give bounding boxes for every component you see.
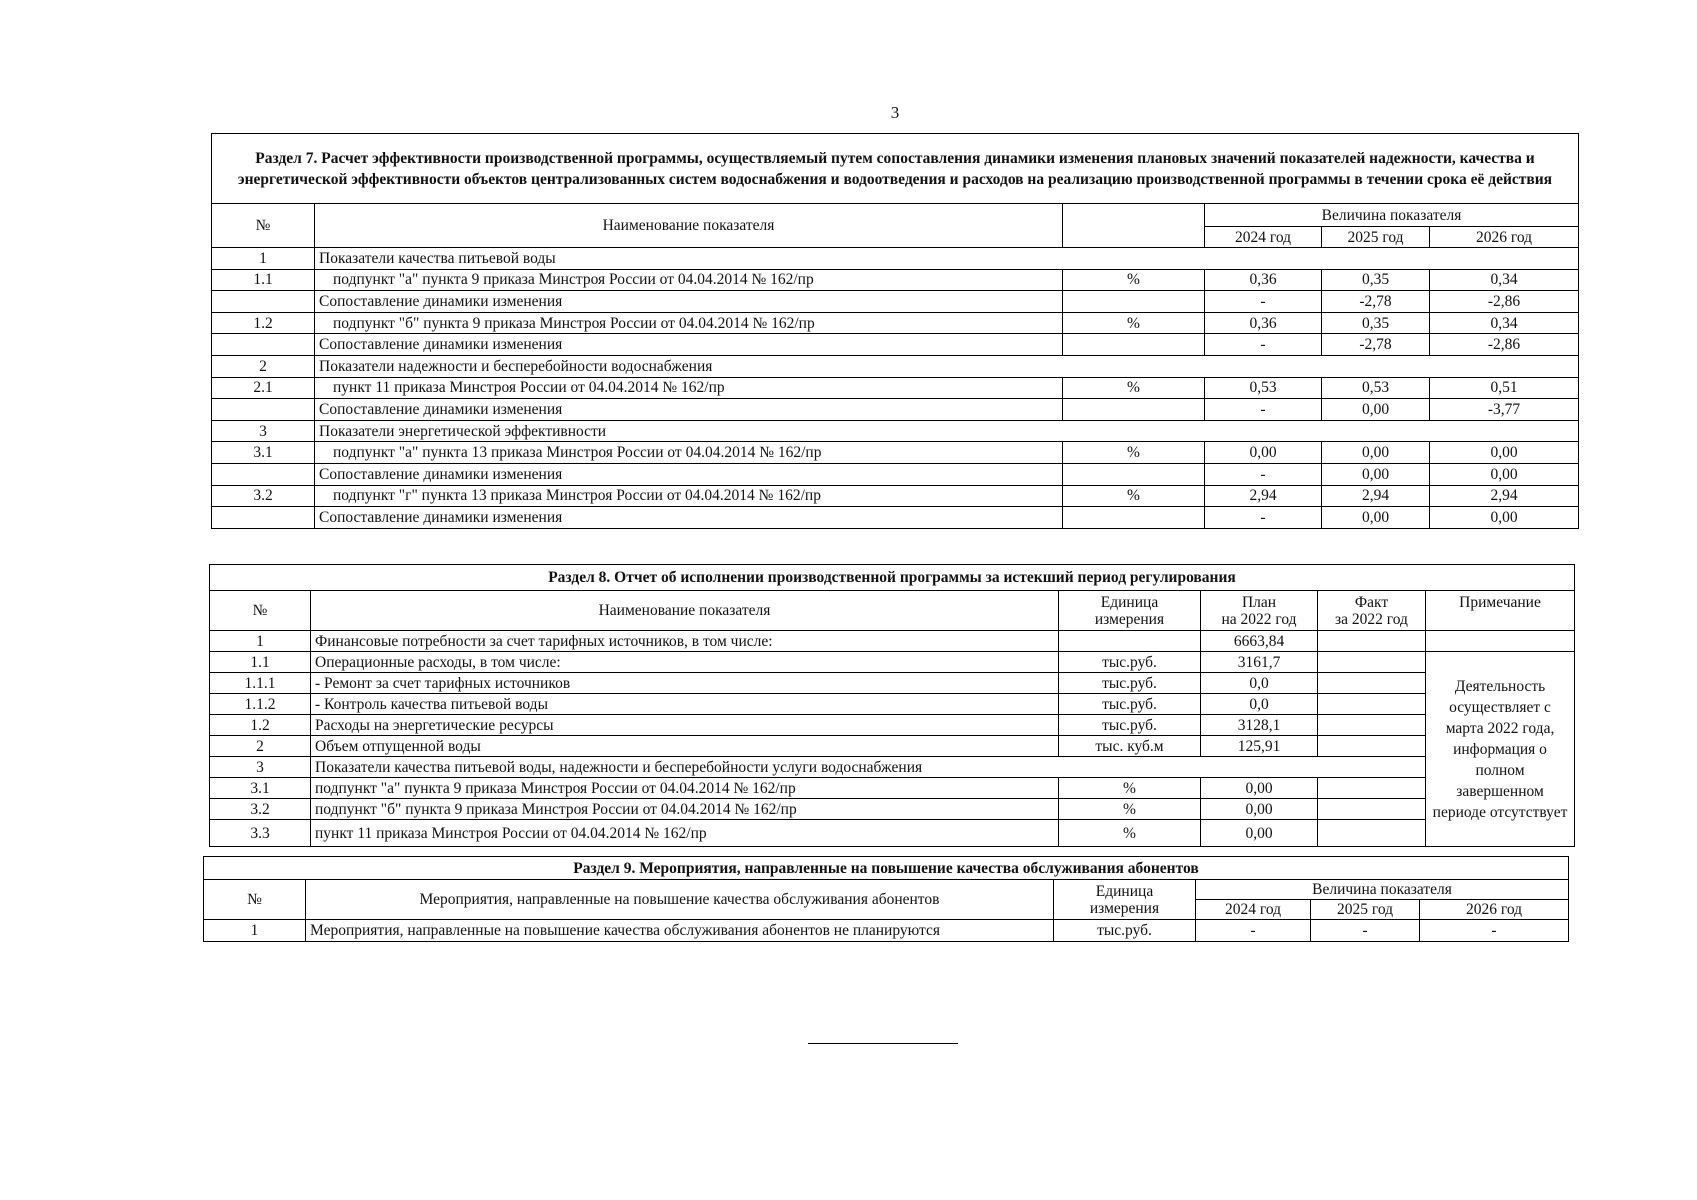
- row-num: 1.1: [210, 652, 311, 673]
- group-name: Показатели энергетической эффективности: [315, 420, 1579, 442]
- group-name: Показатели надежности и бесперебойности водоснабжения: [315, 355, 1579, 377]
- value-2024: -: [1205, 463, 1322, 485]
- indicator-name: пункт 11 приказа Минстроя России от 04.04.2014 № 162/пр: [315, 377, 1063, 399]
- indicator-name: подпункт "б" пункта 9 приказа Минстроя России от 04.04.2014 № 162/пр: [311, 799, 1059, 820]
- row-num: [212, 399, 315, 421]
- row-num: 1.1.2: [210, 694, 311, 715]
- group-name: Показатели качества питьевой воды: [315, 248, 1579, 270]
- unit-cell: [1063, 334, 1205, 356]
- value-2025: 2,94: [1322, 485, 1430, 507]
- header-year-2025: 2025 год: [1311, 900, 1420, 920]
- header-fact-line2: за 2022 год: [1335, 610, 1408, 628]
- value-2026: 0,00: [1430, 507, 1579, 529]
- header-value-group: Величина показателя: [1196, 880, 1569, 900]
- plan-value: 3161,7: [1201, 652, 1318, 673]
- note-text: Деятельность осуществляет с марта 2022 года, информация о полном завершенном периоде отсутствует: [1426, 652, 1575, 847]
- table-row: [210, 652, 1575, 673]
- value-2025: 0,35: [1322, 269, 1430, 291]
- row-num: 3: [210, 757, 311, 778]
- value-2024: 0,00: [1205, 442, 1322, 464]
- header-year-2026: 2026 год: [1430, 227, 1579, 248]
- indicator-name: Операционные расходы, в том числе:: [311, 652, 1059, 673]
- value-2025: -: [1311, 920, 1420, 942]
- indicator-name: Финансовые потребности за счет тарифных источников, в том числе:: [311, 631, 1059, 652]
- value-2026: 0,34: [1430, 269, 1579, 291]
- indicator-name: подпункт "а" пункта 9 приказа Минстроя России от 04.04.2014 № 162/пр: [315, 269, 1063, 291]
- unit-cell: %: [1059, 820, 1201, 847]
- indicator-name: Сопоставление динамики изменения: [315, 507, 1063, 529]
- table-row: [212, 399, 1579, 421]
- row-num: 2.1: [212, 377, 315, 399]
- table-row: [212, 291, 1579, 313]
- section7-table: [211, 133, 1579, 529]
- value-2025: -2,78: [1322, 334, 1430, 356]
- plan-value: 0,00: [1201, 778, 1318, 799]
- value-2024: -: [1205, 507, 1322, 529]
- header-year-2025: 2025 год: [1322, 227, 1430, 248]
- value-2026: -3,77: [1430, 399, 1579, 421]
- section9-title: Раздел 9. Мероприятия, направленные на повышение качества обслуживания абонентов: [204, 857, 1569, 880]
- value-2026: 0,51: [1430, 377, 1579, 399]
- value-2025: 0,00: [1322, 442, 1430, 464]
- indicator-name: Сопоставление динамики изменения: [315, 399, 1063, 421]
- indicator-name: - Ремонт за счет тарифных источников: [311, 673, 1059, 694]
- indicator-name: подпункт "б" пункта 9 приказа Минстроя России от 04.04.2014 № 162/пр: [315, 312, 1063, 334]
- unit-cell: тыс.руб.: [1059, 652, 1201, 673]
- unit-cell: тыс. куб.м: [1059, 736, 1201, 757]
- signature-line: [808, 1043, 958, 1044]
- indicator-name: подпункт "г" пункта 13 приказа Минстроя России от 04.04.2014 № 162/пр: [315, 485, 1063, 507]
- unit-cell: %: [1063, 442, 1205, 464]
- header-year-2024: 2024 год: [1196, 900, 1311, 920]
- header-plan-line2: на 2022 год: [1221, 610, 1297, 628]
- row-num: 1: [210, 631, 311, 652]
- table-row: [212, 377, 1579, 399]
- value-2025: 0,00: [1322, 463, 1430, 485]
- value-2024: -: [1196, 920, 1311, 942]
- table-row: [210, 673, 1575, 694]
- indicator-name: - Контроль качества питьевой воды: [311, 694, 1059, 715]
- value-2024: -: [1205, 399, 1322, 421]
- row-num: 1: [204, 920, 306, 942]
- table-row: [210, 694, 1575, 715]
- row-num: 2: [212, 355, 315, 377]
- indicator-name: пункт 11 приказа Минстроя России от 04.04.2014 № 162/пр: [311, 820, 1059, 847]
- value-2026: 2,94: [1430, 485, 1579, 507]
- section9-table: [203, 856, 1569, 942]
- unit-cell: тыс.руб.: [1059, 715, 1201, 736]
- row-num: 1.2: [210, 715, 311, 736]
- activity-name: Мероприятия, направленные на повышение качества обслуживания абонентов не планируются: [306, 920, 1054, 942]
- indicator-name: Сопоставление динамики изменения: [315, 291, 1063, 313]
- indicator-name: Сопоставление динамики изменения: [315, 463, 1063, 485]
- table-row: [210, 799, 1575, 820]
- row-num: 1.1.1: [210, 673, 311, 694]
- unit-cell: тыс.руб.: [1059, 673, 1201, 694]
- table-row: [212, 442, 1579, 464]
- header-name: Наименование показателя: [315, 204, 1063, 248]
- indicator-name: подпункт "а" пункта 13 приказа Минстроя России от 04.04.2014 № 162/пр: [315, 442, 1063, 464]
- plan-value: 125,91: [1201, 736, 1318, 757]
- plan-value: 0,00: [1201, 799, 1318, 820]
- header-name: Наименование показателя: [311, 591, 1059, 631]
- value-2024: 0,53: [1205, 377, 1322, 399]
- value-2026: 0,00: [1430, 463, 1579, 485]
- table-row: [212, 485, 1579, 507]
- table-row: [210, 631, 1575, 652]
- unit-cell: [1063, 463, 1205, 485]
- table-row: [212, 248, 1579, 270]
- value-2026: -2,86: [1430, 334, 1579, 356]
- value-2026: -2,86: [1430, 291, 1579, 313]
- plan-value: 6663,84: [1201, 631, 1318, 652]
- row-num: 3: [212, 420, 315, 442]
- fact-value: [1318, 652, 1426, 673]
- fact-value: [1318, 820, 1426, 847]
- indicator-name: Объем отпущенной воды: [311, 736, 1059, 757]
- value-2024: 0,36: [1205, 269, 1322, 291]
- value-2025: -2,78: [1322, 291, 1430, 313]
- row-num: 3.2: [212, 485, 315, 507]
- fact-value: [1318, 778, 1426, 799]
- row-num: 3.1: [210, 778, 311, 799]
- value-2026: -: [1420, 920, 1569, 942]
- value-2025: 0,35: [1322, 312, 1430, 334]
- header-plan-line1: План: [1241, 593, 1277, 611]
- value-2025: 0,53: [1322, 377, 1430, 399]
- row-num: 3.2: [210, 799, 311, 820]
- header-year-2024: 2024 год: [1205, 227, 1322, 248]
- fact-value: [1318, 673, 1426, 694]
- value-2024: -: [1205, 334, 1322, 356]
- indicator-name: подпункт "а" пункта 9 приказа Минстроя России от 04.04.2014 № 162/пр: [311, 778, 1059, 799]
- header-value-group: Величина показателя: [1205, 204, 1579, 227]
- indicator-name: Сопоставление динамики изменения: [315, 334, 1063, 356]
- plan-value: 0,0: [1201, 694, 1318, 715]
- group-name: Показатели качества питьевой воды, надежности и бесперебойности услуги водоснабжения: [311, 757, 1426, 778]
- note-empty-cell: [1426, 631, 1575, 652]
- header-unit-line1: Единица: [1095, 882, 1154, 900]
- unit-cell: %: [1063, 485, 1205, 507]
- table-row: [212, 420, 1579, 442]
- header-fact-line1: Факт: [1354, 593, 1389, 611]
- table-row: [212, 312, 1579, 334]
- table-row: [212, 507, 1579, 529]
- row-num: [212, 507, 315, 529]
- unit-cell: %: [1059, 778, 1201, 799]
- unit-cell: тыс.руб.: [1054, 920, 1196, 942]
- page-number: 3: [890, 103, 900, 122]
- row-num: 3.3: [210, 820, 311, 847]
- table-row: [210, 757, 1575, 778]
- table-row: [212, 269, 1579, 291]
- table-row: [212, 463, 1579, 485]
- fact-value: [1318, 631, 1426, 652]
- indicator-name: Расходы на энергетические ресурсы: [311, 715, 1059, 736]
- fact-value: [1318, 736, 1426, 757]
- fact-value: [1318, 799, 1426, 820]
- section8-title: Раздел 8. Отчет об исполнении производственной программы за истекший период регулирования: [210, 565, 1575, 591]
- value-2024: -: [1205, 291, 1322, 313]
- value-2025: 0,00: [1322, 507, 1430, 529]
- header-num: №: [204, 880, 306, 920]
- unit-cell: %: [1059, 799, 1201, 820]
- header-note: Примечание: [1426, 591, 1575, 631]
- unit-cell: [1063, 399, 1205, 421]
- row-num: [212, 334, 315, 356]
- section8-table: [209, 564, 1575, 847]
- header-year-2026: 2026 год: [1420, 900, 1569, 920]
- fact-value: [1318, 715, 1426, 736]
- value-2026: 0,34: [1430, 312, 1579, 334]
- table-row: [210, 715, 1575, 736]
- header-unit-line1: Единица: [1100, 593, 1159, 611]
- unit-cell: [1063, 291, 1205, 313]
- unit-cell: %: [1063, 312, 1205, 334]
- unit-cell: [1063, 507, 1205, 529]
- value-2024: 0,36: [1205, 312, 1322, 334]
- table-row: [204, 920, 1569, 942]
- header-name: Мероприятия, направленные на повышение качества обслуживания абонентов: [306, 880, 1054, 920]
- plan-value: 0,0: [1201, 673, 1318, 694]
- table-row: [212, 355, 1579, 377]
- row-num: 1.1: [212, 269, 315, 291]
- header-unit-line2: измерения: [1094, 610, 1165, 628]
- table-row: [210, 820, 1575, 847]
- row-num: 2: [210, 736, 311, 757]
- row-num: [212, 291, 315, 313]
- unit-cell: [1059, 631, 1201, 652]
- table-row: [212, 334, 1579, 356]
- fact-value: [1318, 694, 1426, 715]
- row-num: 1.2: [212, 312, 315, 334]
- plan-value: 0,00: [1201, 820, 1318, 847]
- value-2026: 0,00: [1430, 442, 1579, 464]
- row-num: [212, 463, 315, 485]
- unit-cell: %: [1063, 269, 1205, 291]
- table-row: [210, 736, 1575, 757]
- header-unit-line2: измерения: [1089, 899, 1160, 917]
- unit-cell: тыс.руб.: [1059, 694, 1201, 715]
- row-num: 1: [212, 248, 315, 270]
- value-2024: 2,94: [1205, 485, 1322, 507]
- value-2025: 0,00: [1322, 399, 1430, 421]
- header-num: №: [212, 204, 315, 248]
- plan-value: 3128,1: [1201, 715, 1318, 736]
- section7-title: Раздел 7. Расчет эффективности производственной программы, осуществляемый путем сопоставления динамики изменения плановых значений показателей надежности, качества и энергетической эффективности объектов централизованных систем водоснабжения и водоотведения и расходов на реализацию производственной программы в течении срока её действия: [212, 134, 1579, 204]
- row-num: 3.1: [212, 442, 315, 464]
- header-unit: [1063, 204, 1205, 248]
- header-num: №: [210, 591, 311, 631]
- unit-cell: %: [1063, 377, 1205, 399]
- table-row: [210, 778, 1575, 799]
